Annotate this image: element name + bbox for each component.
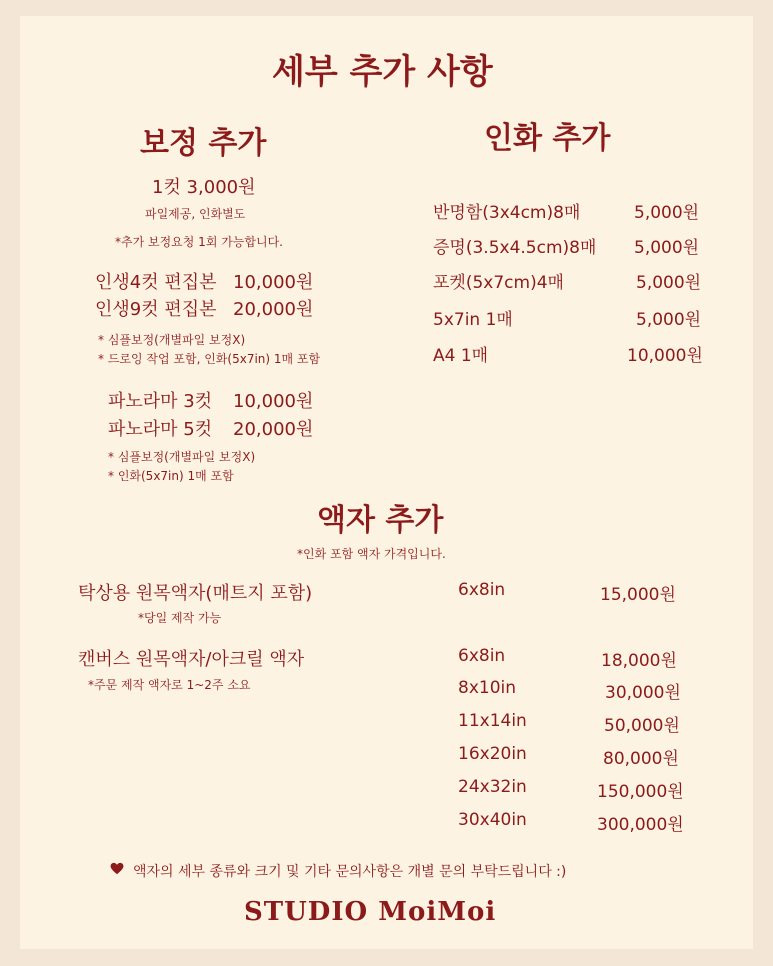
life4-label: 인생4컷 편집본 — [95, 272, 217, 293]
pano3-label: 파노라마 3컷 — [108, 391, 213, 412]
pano5-price: 20,000원 — [233, 419, 314, 440]
canvas-frame-label: 캔버스 원목액자/아크릴 액자 — [78, 649, 305, 670]
canvas-price: 18,000원 — [601, 651, 677, 671]
print-item-label: 증명(3.5x4.5cm)8매 — [433, 238, 597, 258]
print-item-price: 5,000원 — [636, 273, 702, 293]
pano3-price: 10,000원 — [233, 391, 314, 412]
frame-subnote: *인화 포함 액자 가격입니다. — [297, 547, 446, 561]
retouch-cut1-extra-note: *추가 보정요청 1회 가능합니다. — [115, 235, 283, 249]
canvas-size: 6x8in — [458, 646, 506, 666]
canvas-size: 16x20in — [458, 744, 527, 764]
life9-price: 20,000원 — [233, 299, 314, 320]
print-item-price: 5,000원 — [634, 238, 700, 258]
life-note-simple: * 심플보정(개별파일 보정X) — [98, 333, 246, 347]
pano5-label: 파노라마 5컷 — [108, 419, 213, 440]
print-item-label: 반명함(3x4cm)8매 — [433, 203, 581, 223]
canvas-price: 300,000원 — [597, 815, 684, 835]
print-item-label: 5x7in 1매 — [433, 310, 513, 330]
life-note-drawing: * 드로잉 작업 포함, 인화(5x7in) 1매 포함 — [98, 352, 321, 366]
life9-label: 인생9컷 편집본 — [95, 299, 217, 320]
table-frame-size: 6x8in — [458, 580, 506, 600]
pano-note-simple: * 심플보정(개별파일 보정X) — [108, 450, 256, 464]
canvas-price: 30,000원 — [605, 683, 681, 703]
pano-note-print: * 인화(5x7in) 1매 포함 — [108, 469, 234, 483]
footer-note: 액자의 세부 종류와 크기 및 기타 문의사항은 개별 문의 부탁드립니다 :) — [133, 864, 567, 880]
retouch-heading: 보정 추가 — [140, 126, 267, 161]
canvas-size: 30x40in — [458, 810, 527, 830]
print-item-price: 10,000원 — [627, 346, 703, 366]
print-item-price: 5,000원 — [634, 203, 700, 223]
print-heading: 인화 추가 — [484, 121, 611, 156]
canvas-price: 50,000원 — [604, 716, 680, 736]
canvas-price: 80,000원 — [603, 749, 679, 769]
print-item-label: 포켓(5x7cm)4매 — [433, 273, 564, 293]
canvas-frame-note: *주문 제작 액자로 1~2주 소요 — [88, 678, 251, 692]
retouch-cut1-note: 파일제공, 인화별도 — [145, 207, 246, 221]
table-frame-price: 15,000원 — [600, 585, 676, 605]
canvas-price: 150,000원 — [597, 782, 684, 802]
print-item-price: 5,000원 — [636, 310, 702, 330]
life4-price: 10,000원 — [233, 272, 314, 293]
retouch-cut1-price: 1컷 3,000원 — [152, 177, 256, 198]
canvas-size: 11x14in — [458, 711, 527, 731]
page-title: 세부 추가 사항 — [272, 52, 493, 92]
frame-heading: 액자 추가 — [317, 503, 444, 538]
canvas-size: 24x32in — [458, 777, 527, 797]
heart-icon — [110, 862, 124, 876]
studio-logo: STUDIO MoiMoi — [244, 897, 497, 927]
canvas-size: 8x10in — [458, 678, 517, 698]
table-frame-label: 탁상용 원목액자(매트지 포함) — [78, 583, 313, 604]
print-item-label: A4 1매 — [433, 346, 489, 366]
table-frame-note: *당일 제작 가능 — [138, 611, 222, 625]
